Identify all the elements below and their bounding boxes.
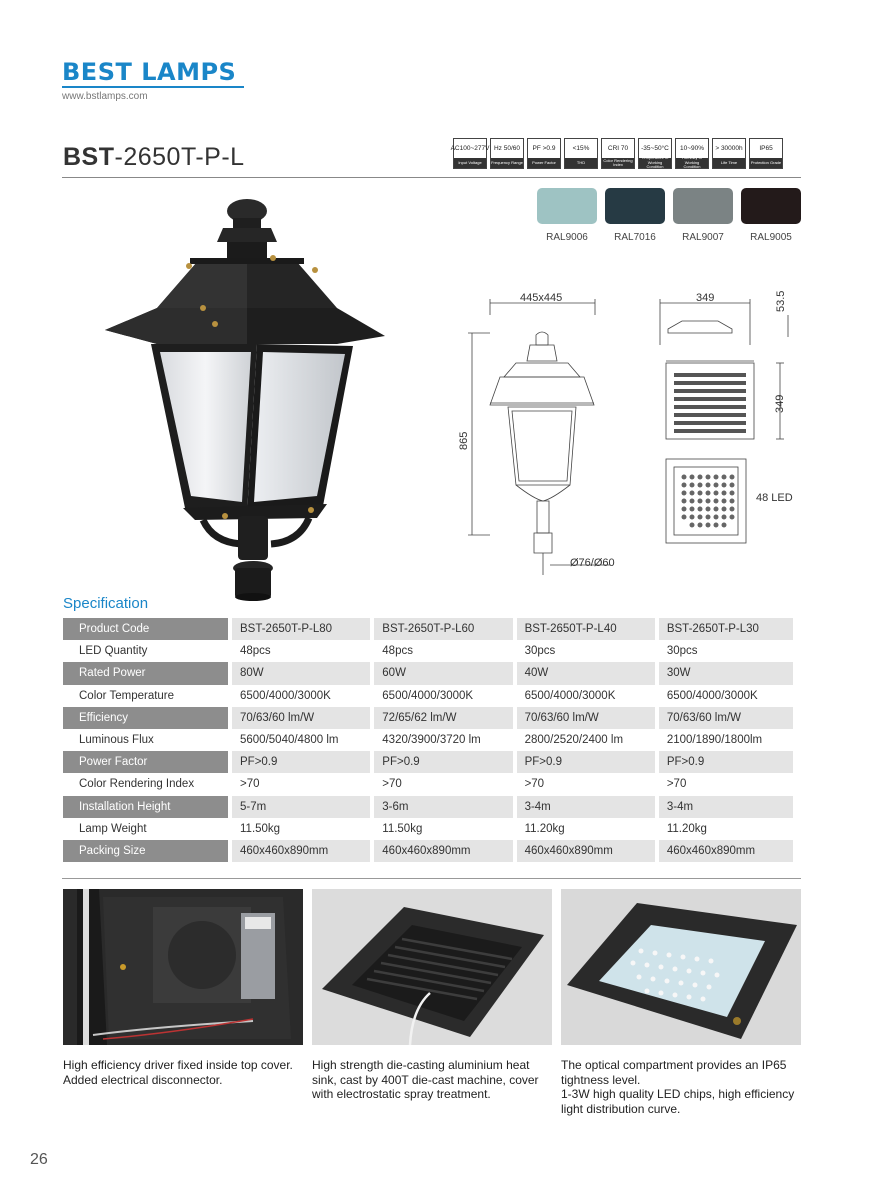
- swatch-ral7016: [605, 188, 665, 243]
- swatch-color: [605, 188, 665, 224]
- spec-value: PF>0.9: [374, 751, 512, 773]
- spec-value: 460x460x890mm: [232, 840, 370, 862]
- badge-caption: THD: [565, 158, 597, 168]
- spec-value: BST-2650T-P-L80: [232, 618, 370, 640]
- spec-value: 11.20kg: [659, 818, 793, 840]
- spec-row: [63, 685, 793, 707]
- badge-humidity: [675, 138, 709, 169]
- spec-value: 460x460x890mm: [659, 840, 793, 862]
- spec-row: [63, 840, 793, 862]
- spec-row: [63, 796, 793, 818]
- badge-caption: Frequency Range: [491, 158, 523, 168]
- spec-value: 4320/3900/3720 lm: [374, 729, 512, 751]
- spec-value: >70: [517, 773, 655, 795]
- spec-value: 11.20kg: [517, 818, 655, 840]
- spec-value: 60W: [374, 662, 512, 684]
- optical-compartment-photo: [561, 889, 801, 1045]
- spec-table: [59, 618, 797, 862]
- spec-value: >70: [374, 773, 512, 795]
- badge-value: Hz 50/60: [493, 145, 521, 152]
- spec-value: BST-2650T-P-L40: [517, 618, 655, 640]
- spec-label: Power Factor: [63, 751, 228, 773]
- logo-underline: [62, 86, 244, 88]
- swatch-color: [537, 188, 597, 224]
- spec-label: Rated Power: [63, 662, 228, 684]
- section-divider: [62, 878, 801, 879]
- dim-module-height: 53.5: [775, 290, 787, 312]
- spec-value: PF>0.9: [517, 751, 655, 773]
- spec-row: [63, 818, 793, 840]
- driver-photo: [63, 889, 303, 1045]
- dim-width-top: 445x445: [520, 292, 563, 304]
- badge-value: CRI 70: [607, 145, 629, 152]
- spec-row: [63, 773, 793, 795]
- spec-value: >70: [232, 773, 370, 795]
- spec-value: 460x460x890mm: [374, 840, 512, 862]
- spec-label: Efficiency: [63, 707, 228, 729]
- spec-value: 30pcs: [517, 640, 655, 662]
- spec-value: 30pcs: [659, 640, 793, 662]
- swatch-ral9006: [537, 188, 597, 243]
- page-number: 26: [30, 1151, 48, 1168]
- badge-value: IP65: [759, 145, 773, 152]
- product-title: [63, 143, 245, 172]
- spec-value: 48pcs: [232, 640, 370, 662]
- badge-caption: Life Time: [713, 158, 745, 168]
- spec-value: 30W: [659, 662, 793, 684]
- led-count-label: 48 LED: [756, 492, 793, 504]
- spec-label: Lamp Weight: [63, 818, 228, 840]
- spec-row: [63, 618, 793, 640]
- brand-name: BEST LAMPS: [62, 58, 237, 86]
- swatch-label: RAL9006: [546, 232, 588, 243]
- spec-value: PF>0.9: [659, 751, 793, 773]
- driver-caption: High efficiency driver fixed inside top cover. Added electrical disconnector.: [63, 1058, 293, 1087]
- spec-value: 3-4m: [517, 796, 655, 818]
- spec-value: 3-4m: [659, 796, 793, 818]
- spec-value: 48pcs: [374, 640, 512, 662]
- spec-value: BST-2650T-P-L60: [374, 618, 512, 640]
- badge-power-factor: [527, 138, 561, 169]
- lamp-product-image: [105, 196, 390, 601]
- badge-value: > 30000h: [715, 145, 743, 152]
- spec-value: BST-2650T-P-L30: [659, 618, 793, 640]
- swatch-color: [673, 188, 733, 224]
- badge-input-voltage: [450, 138, 490, 169]
- brand-logo: [62, 58, 244, 102]
- swatch-color: [741, 188, 801, 224]
- spec-value: PF>0.9: [232, 751, 370, 773]
- badge-temperature: [638, 138, 672, 169]
- spec-value: 3-6m: [374, 796, 512, 818]
- dim-pole: Ø76/Ø60: [570, 557, 615, 569]
- spec-value: >70: [659, 773, 793, 795]
- spec-value: 6500/4000/3000K: [374, 685, 512, 707]
- spec-row: [63, 751, 793, 773]
- spec-heading: Specification: [63, 595, 149, 612]
- swatch-label: RAL7016: [614, 232, 656, 243]
- heat-sink-photo: [312, 889, 552, 1045]
- spec-row: [63, 729, 793, 751]
- technical-drawings: [450, 285, 810, 585]
- spec-value: 80W: [232, 662, 370, 684]
- badge-caption: Color Rendering Index: [603, 157, 633, 167]
- spec-value: 5600/5040/4800 lm: [232, 729, 370, 751]
- spec-value: 6500/4000/3000K: [232, 685, 370, 707]
- badge-value: 10~90%: [679, 145, 705, 152]
- product-prefix: BST: [63, 143, 115, 171]
- spec-label: Packing Size: [63, 840, 228, 862]
- dim-module-width: 349: [696, 292, 715, 304]
- badge-caption: Input Voltage: [454, 158, 486, 168]
- swatch-label: RAL9007: [682, 232, 724, 243]
- spec-label: Color Rendering Index: [63, 773, 228, 795]
- spec-label: Product Code: [63, 618, 228, 640]
- badge-cri: [601, 138, 635, 169]
- badge-caption: Humidity of Working Condition: [676, 158, 708, 168]
- dim-module-depth: 349: [774, 394, 786, 413]
- spec-value: 70/63/60 lm/W: [232, 707, 370, 729]
- swatch-ral9007: [673, 188, 733, 243]
- spec-label: LED Quantity: [63, 640, 228, 662]
- badge-value: PF >0.9: [532, 145, 556, 152]
- heat-sink-caption: High strength die-casting aluminium heat sink, cast by 400T die-cast machine, cover with electrostatic spray treatment.: [312, 1058, 539, 1101]
- badge-frequency: [490, 138, 524, 169]
- spec-value: 2800/2520/2400 lm: [517, 729, 655, 751]
- spec-value: 72/65/62 lm/W: [374, 707, 512, 729]
- badge-value: AC100~277V: [450, 145, 490, 152]
- product-suffix: -2650T-P-L: [114, 143, 245, 171]
- feature-badges: [450, 138, 783, 170]
- spec-value: 2100/1890/1800lm: [659, 729, 793, 751]
- spec-label: Luminous Flux: [63, 729, 228, 751]
- badge-life-time: [712, 138, 746, 169]
- optical-caption: The optical compartment provides an IP65 tightness level. 1-3W high quality LED chips, high efficiency light distribution curve.: [561, 1058, 795, 1116]
- spec-value: 11.50kg: [232, 818, 370, 840]
- badge-thd: [564, 138, 598, 169]
- badge-caption: Power Factor: [528, 158, 560, 168]
- spec-label: Installation Height: [63, 796, 228, 818]
- spec-value: 460x460x890mm: [517, 840, 655, 862]
- spec-row: [63, 662, 793, 684]
- swatch-ral9005: [741, 188, 801, 243]
- badge-caption: Protection Grade: [750, 158, 782, 168]
- spec-value: 6500/4000/3000K: [659, 685, 793, 707]
- badge-caption: Temperature of Working Condition: [639, 158, 671, 168]
- spec-row: [63, 640, 793, 662]
- color-options: [537, 188, 801, 243]
- spec-value: 11.50kg: [374, 818, 512, 840]
- badge-value: <15%: [572, 145, 590, 152]
- dim-height: 865: [458, 431, 470, 450]
- brand-url: www.bstlamps.com: [62, 91, 148, 102]
- badge-value: -35~50°C: [641, 145, 669, 152]
- spec-value: 6500/4000/3000K: [517, 685, 655, 707]
- spec-value: 40W: [517, 662, 655, 684]
- spec-value: 5-7m: [232, 796, 370, 818]
- title-divider: [62, 177, 801, 178]
- spec-label: Color Temperature: [63, 685, 228, 707]
- spec-value: 70/63/60 lm/W: [659, 707, 793, 729]
- spec-value: 70/63/60 lm/W: [517, 707, 655, 729]
- spec-row: [63, 707, 793, 729]
- badge-ip-rating: [749, 138, 783, 169]
- swatch-label: RAL9005: [750, 232, 792, 243]
